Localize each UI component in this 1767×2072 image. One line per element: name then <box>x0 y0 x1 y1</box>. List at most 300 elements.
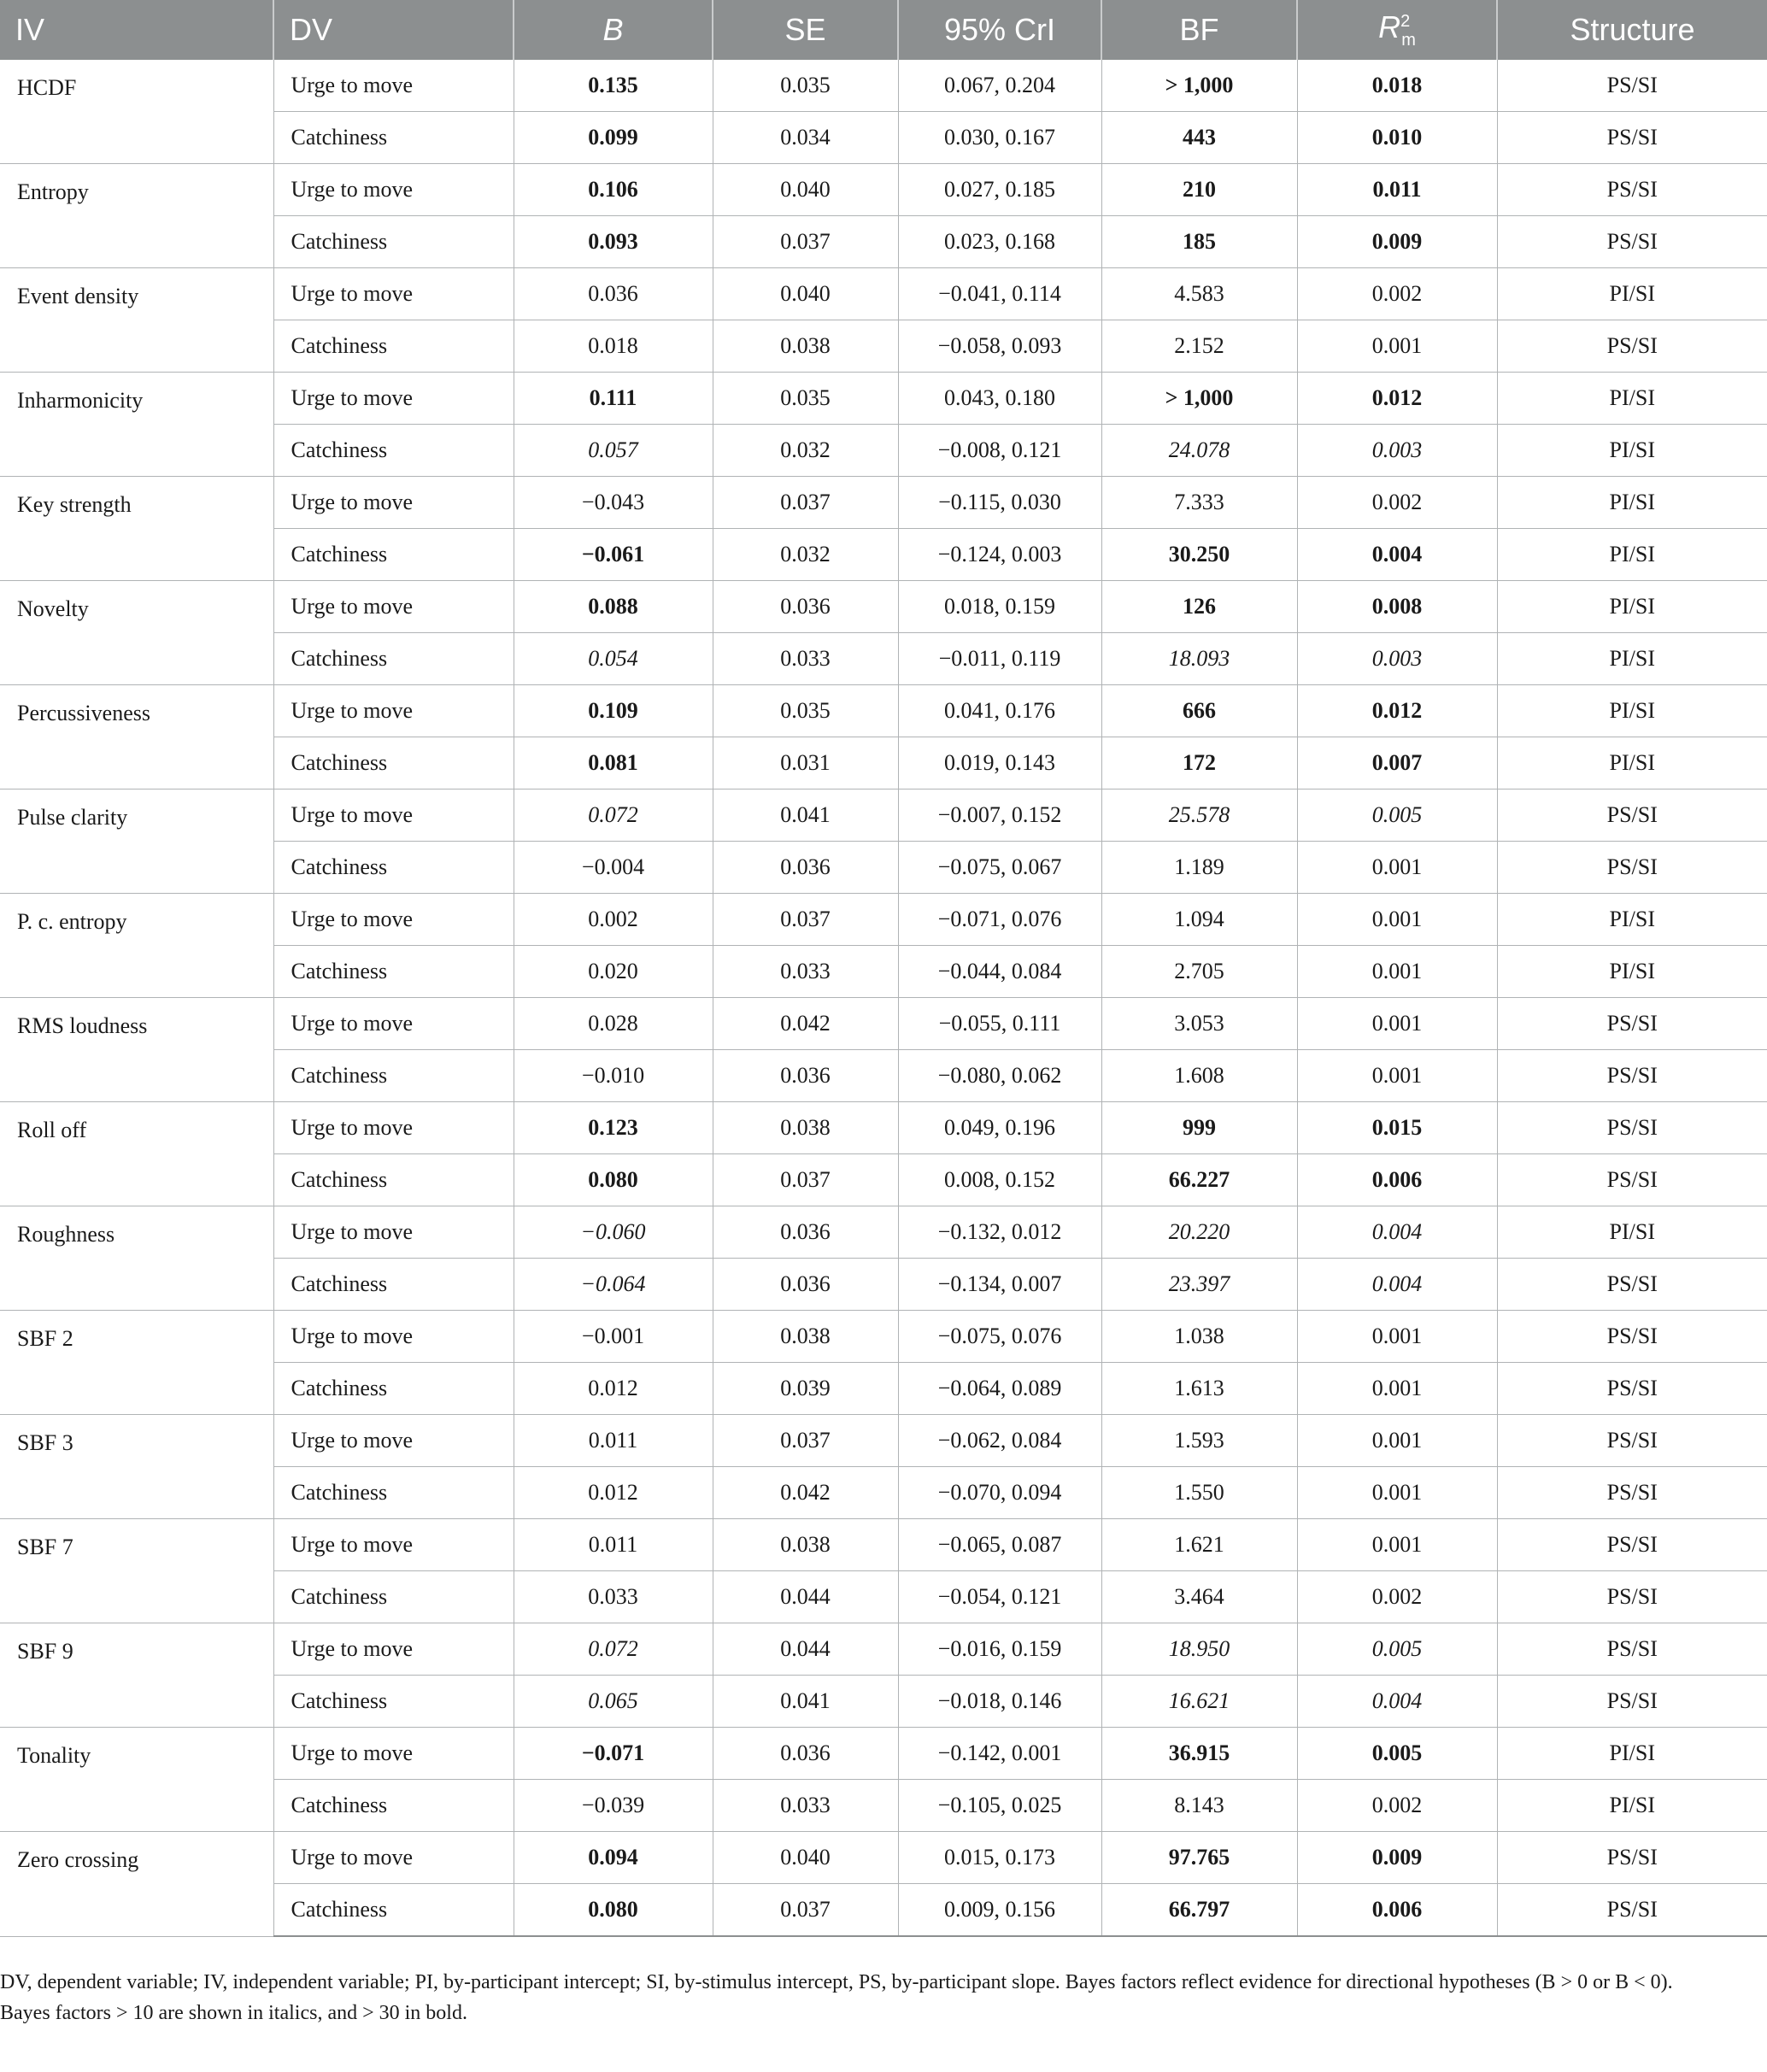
cell-bf: 1.608 <box>1101 1050 1297 1102</box>
cell-iv: Roughness <box>0 1206 273 1311</box>
cell-r2: 0.009 <box>1297 216 1497 268</box>
cell-r2: 0.002 <box>1297 1571 1497 1623</box>
cell-b: 0.094 <box>514 1832 713 1884</box>
cell-r2: 0.001 <box>1297 1311 1497 1363</box>
cell-se: 0.035 <box>713 685 898 737</box>
cell-dv: Catchiness <box>273 946 514 998</box>
cell-structure: PS/SI <box>1497 112 1767 164</box>
header-structure: Structure <box>1497 0 1767 60</box>
cell-bf: 210 <box>1101 164 1297 216</box>
cell-cri: −0.065, 0.087 <box>898 1519 1101 1571</box>
cell-se: 0.037 <box>713 1884 898 1937</box>
cell-cri: −0.041, 0.114 <box>898 268 1101 320</box>
cell-b: −0.039 <box>514 1780 713 1832</box>
cell-b: 0.111 <box>514 373 713 425</box>
cell-cri: −0.008, 0.121 <box>898 425 1101 477</box>
cell-bf: 18.950 <box>1101 1623 1297 1676</box>
cell-iv: SBF 3 <box>0 1415 273 1519</box>
cell-iv: Event density <box>0 268 273 373</box>
table-row <box>0 1415 1767 1467</box>
cell-cri: 0.018, 0.159 <box>898 581 1101 633</box>
cell-cri: −0.011, 0.119 <box>898 633 1101 685</box>
cell-dv: Catchiness <box>273 1676 514 1728</box>
cell-se: 0.041 <box>713 1676 898 1728</box>
table-row <box>0 685 1767 737</box>
cell-b: −0.001 <box>514 1311 713 1363</box>
cell-dv: Urge to move <box>273 373 514 425</box>
cell-se: 0.044 <box>713 1571 898 1623</box>
cell-cri: 0.023, 0.168 <box>898 216 1101 268</box>
cell-cri: −0.018, 0.146 <box>898 1676 1101 1728</box>
cell-r2: 0.001 <box>1297 1363 1497 1415</box>
cell-dv: Urge to move <box>273 1102 514 1154</box>
cell-bf: 18.093 <box>1101 633 1297 685</box>
cell-se: 0.037 <box>713 477 898 529</box>
cell-cri: −0.115, 0.030 <box>898 477 1101 529</box>
cell-dv: Catchiness <box>273 1259 514 1311</box>
cell-b: −0.071 <box>514 1728 713 1780</box>
cell-b: −0.004 <box>514 842 713 894</box>
cell-se: 0.036 <box>713 1206 898 1259</box>
cell-cri: −0.062, 0.084 <box>898 1415 1101 1467</box>
cell-cri: 0.009, 0.156 <box>898 1884 1101 1937</box>
cell-b: 0.080 <box>514 1884 713 1937</box>
cell-structure: PS/SI <box>1497 842 1767 894</box>
cell-iv: RMS loudness <box>0 998 273 1102</box>
cell-cri: −0.058, 0.093 <box>898 320 1101 373</box>
cell-structure: PS/SI <box>1497 60 1767 112</box>
cell-structure: PS/SI <box>1497 1676 1767 1728</box>
cell-se: 0.038 <box>713 1102 898 1154</box>
cell-b: −0.064 <box>514 1259 713 1311</box>
cell-r2: 0.005 <box>1297 1623 1497 1676</box>
cell-bf: 1.038 <box>1101 1311 1297 1363</box>
cell-cri: −0.080, 0.062 <box>898 1050 1101 1102</box>
cell-dv: Urge to move <box>273 685 514 737</box>
cell-iv: Percussiveness <box>0 685 273 789</box>
cell-se: 0.038 <box>713 1311 898 1363</box>
cell-bf: 172 <box>1101 737 1297 789</box>
cell-b: 0.109 <box>514 685 713 737</box>
cell-structure: PI/SI <box>1497 633 1767 685</box>
cell-bf: 3.053 <box>1101 998 1297 1050</box>
cell-se: 0.039 <box>713 1363 898 1415</box>
cell-iv: SBF 2 <box>0 1311 273 1415</box>
cell-bf: 1.189 <box>1101 842 1297 894</box>
cell-r2: 0.002 <box>1297 477 1497 529</box>
cell-dv: Urge to move <box>273 894 514 946</box>
cell-se: 0.031 <box>713 737 898 789</box>
cell-dv: Urge to move <box>273 1832 514 1884</box>
table-row <box>0 894 1767 946</box>
cell-bf: 24.078 <box>1101 425 1297 477</box>
cell-se: 0.036 <box>713 1728 898 1780</box>
cell-se: 0.040 <box>713 1832 898 1884</box>
cell-bf: 30.250 <box>1101 529 1297 581</box>
cell-structure: PS/SI <box>1497 789 1767 842</box>
cell-structure: PI/SI <box>1497 581 1767 633</box>
cell-cri: 0.015, 0.173 <box>898 1832 1101 1884</box>
cell-dv: Catchiness <box>273 529 514 581</box>
cell-se: 0.044 <box>713 1623 898 1676</box>
cell-cri: −0.075, 0.076 <box>898 1311 1101 1363</box>
cell-bf: 999 <box>1101 1102 1297 1154</box>
cell-r2: 0.005 <box>1297 1728 1497 1780</box>
cell-b: 0.135 <box>514 60 713 112</box>
cell-r2: 0.007 <box>1297 737 1497 789</box>
cell-se: 0.036 <box>713 1259 898 1311</box>
cell-cri: −0.071, 0.076 <box>898 894 1101 946</box>
cell-se: 0.032 <box>713 425 898 477</box>
cell-r2: 0.001 <box>1297 1050 1497 1102</box>
cell-dv: Catchiness <box>273 1050 514 1102</box>
table-row <box>0 1206 1767 1259</box>
cell-r2: 0.004 <box>1297 1206 1497 1259</box>
cell-iv: HCDF <box>0 60 273 164</box>
cell-r2: 0.011 <box>1297 164 1497 216</box>
cell-iv: Zero crossing <box>0 1832 273 1937</box>
cell-bf: 8.143 <box>1101 1780 1297 1832</box>
cell-r2: 0.001 <box>1297 1415 1497 1467</box>
cell-dv: Urge to move <box>273 268 514 320</box>
header-row <box>0 0 1767 60</box>
cell-cri: −0.134, 0.007 <box>898 1259 1101 1311</box>
cell-bf: 1.613 <box>1101 1363 1297 1415</box>
cell-r2: 0.001 <box>1297 1519 1497 1571</box>
cell-se: 0.038 <box>713 1519 898 1571</box>
cell-bf: 3.464 <box>1101 1571 1297 1623</box>
cell-b: 0.036 <box>514 268 713 320</box>
cell-structure: PS/SI <box>1497 164 1767 216</box>
table-notes <box>0 1967 1760 2028</box>
cell-structure: PS/SI <box>1497 1467 1767 1519</box>
cell-structure: PS/SI <box>1497 1415 1767 1467</box>
table-row <box>0 1102 1767 1154</box>
note-bayes-formatting: Bayes factors > 10 are shown in italics, and > 30 in bold. <box>0 2002 467 2024</box>
cell-bf: 1.593 <box>1101 1415 1297 1467</box>
cell-se: 0.040 <box>713 164 898 216</box>
cell-dv: Urge to move <box>273 789 514 842</box>
cell-r2: 0.001 <box>1297 998 1497 1050</box>
cell-r2: 0.015 <box>1297 1102 1497 1154</box>
cell-se: 0.036 <box>713 1050 898 1102</box>
cell-structure: PI/SI <box>1497 1206 1767 1259</box>
table-row <box>0 998 1767 1050</box>
cell-structure: PI/SI <box>1497 685 1767 737</box>
header-dv: DV <box>273 0 514 60</box>
cell-cri: 0.043, 0.180 <box>898 373 1101 425</box>
cell-b: 0.072 <box>514 789 713 842</box>
cell-r2: 0.002 <box>1297 1780 1497 1832</box>
header-b-label: B <box>602 12 624 47</box>
cell-b: 0.011 <box>514 1519 713 1571</box>
cell-b: 0.057 <box>514 425 713 477</box>
cell-bf: 443 <box>1101 112 1297 164</box>
cell-dv: Urge to move <box>273 1623 514 1676</box>
cell-b: 0.018 <box>514 320 713 373</box>
cell-r2: 0.006 <box>1297 1884 1497 1937</box>
cell-cri: 0.041, 0.176 <box>898 685 1101 737</box>
cell-dv: Catchiness <box>273 216 514 268</box>
cell-dv: Catchiness <box>273 1780 514 1832</box>
cell-b: 0.081 <box>514 737 713 789</box>
cell-structure: PS/SI <box>1497 1050 1767 1102</box>
table-row <box>0 581 1767 633</box>
cell-iv: SBF 9 <box>0 1623 273 1728</box>
cell-bf: 666 <box>1101 685 1297 737</box>
cell-r2: 0.001 <box>1297 842 1497 894</box>
cell-se: 0.037 <box>713 1154 898 1206</box>
cell-bf: > 1,000 <box>1101 373 1297 425</box>
cell-b: −0.060 <box>514 1206 713 1259</box>
table-row <box>0 373 1767 425</box>
cell-cri: −0.055, 0.111 <box>898 998 1101 1050</box>
cell-b: −0.043 <box>514 477 713 529</box>
cell-cri: −0.070, 0.094 <box>898 1467 1101 1519</box>
cell-bf: 66.797 <box>1101 1884 1297 1937</box>
cell-cri: 0.008, 0.152 <box>898 1154 1101 1206</box>
cell-structure: PS/SI <box>1497 1571 1767 1623</box>
cell-dv: Urge to move <box>273 1728 514 1780</box>
cell-dv: Urge to move <box>273 1519 514 1571</box>
cell-se: 0.036 <box>713 842 898 894</box>
cell-bf: 20.220 <box>1101 1206 1297 1259</box>
header-iv: IV <box>0 0 273 60</box>
cell-structure: PS/SI <box>1497 1623 1767 1676</box>
cell-b: 0.093 <box>514 216 713 268</box>
cell-iv: Pulse clarity <box>0 789 273 894</box>
cell-r2: 0.001 <box>1297 1467 1497 1519</box>
cell-bf: 7.333 <box>1101 477 1297 529</box>
cell-structure: PS/SI <box>1497 1154 1767 1206</box>
cell-b: 0.002 <box>514 894 713 946</box>
cell-structure: PS/SI <box>1497 1311 1767 1363</box>
cell-iv: Tonality <box>0 1728 273 1832</box>
cell-bf: 66.227 <box>1101 1154 1297 1206</box>
cell-dv: Urge to move <box>273 581 514 633</box>
cell-structure: PI/SI <box>1497 1728 1767 1780</box>
cell-b: 0.088 <box>514 581 713 633</box>
cell-cri: 0.027, 0.185 <box>898 164 1101 216</box>
table-row <box>0 268 1767 320</box>
cell-cri: −0.142, 0.001 <box>898 1728 1101 1780</box>
cell-dv: Catchiness <box>273 320 514 373</box>
cell-dv: Urge to move <box>273 60 514 112</box>
cell-r2: 0.005 <box>1297 789 1497 842</box>
cell-cri: −0.105, 0.025 <box>898 1780 1101 1832</box>
cell-dv: Catchiness <box>273 1363 514 1415</box>
cell-iv: Roll off <box>0 1102 273 1206</box>
cell-cri: −0.044, 0.084 <box>898 946 1101 998</box>
header-se: SE <box>713 0 898 60</box>
cell-cri: 0.030, 0.167 <box>898 112 1101 164</box>
cell-se: 0.035 <box>713 60 898 112</box>
cell-dv: Urge to move <box>273 1415 514 1467</box>
table-row <box>0 1832 1767 1884</box>
cell-bf: 2.705 <box>1101 946 1297 998</box>
cell-se: 0.042 <box>713 1467 898 1519</box>
cell-dv: Catchiness <box>273 1467 514 1519</box>
cell-r2: 0.003 <box>1297 425 1497 477</box>
cell-structure: PS/SI <box>1497 998 1767 1050</box>
cell-structure: PI/SI <box>1497 268 1767 320</box>
cell-bf: 23.397 <box>1101 1259 1297 1311</box>
cell-b: 0.072 <box>514 1623 713 1676</box>
cell-b: 0.054 <box>514 633 713 685</box>
cell-r2: 0.004 <box>1297 1676 1497 1728</box>
cell-bf: 1.621 <box>1101 1519 1297 1571</box>
cell-iv: Entropy <box>0 164 273 268</box>
cell-structure: PS/SI <box>1497 1102 1767 1154</box>
cell-se: 0.032 <box>713 529 898 581</box>
header-cri: 95% CrI <box>898 0 1101 60</box>
cell-r2: 0.012 <box>1297 373 1497 425</box>
cell-r2: 0.002 <box>1297 268 1497 320</box>
cell-se: 0.033 <box>713 1780 898 1832</box>
header-r2-sup: 2 <box>1400 12 1411 32</box>
cell-structure: PS/SI <box>1497 1884 1767 1937</box>
cell-r2: 0.012 <box>1297 685 1497 737</box>
cell-cri: −0.075, 0.067 <box>898 842 1101 894</box>
table-row <box>0 1623 1767 1676</box>
cell-dv: Urge to move <box>273 477 514 529</box>
cell-structure: PI/SI <box>1497 1780 1767 1832</box>
cell-dv: Catchiness <box>273 737 514 789</box>
cell-se: 0.037 <box>713 894 898 946</box>
cell-structure: PI/SI <box>1497 737 1767 789</box>
table-row <box>0 477 1767 529</box>
cell-bf: 97.765 <box>1101 1832 1297 1884</box>
cell-b: 0.080 <box>514 1154 713 1206</box>
cell-dv: Urge to move <box>273 164 514 216</box>
cell-dv: Catchiness <box>273 633 514 685</box>
table-row <box>0 1519 1767 1571</box>
cell-b: 0.099 <box>514 112 713 164</box>
cell-b: 0.012 <box>514 1467 713 1519</box>
cell-r2: 0.001 <box>1297 894 1497 946</box>
cell-r2: 0.009 <box>1297 1832 1497 1884</box>
cell-bf: 2.152 <box>1101 320 1297 373</box>
cell-r2: 0.001 <box>1297 946 1497 998</box>
cell-bf: 185 <box>1101 216 1297 268</box>
cell-r2: 0.008 <box>1297 581 1497 633</box>
cell-cri: −0.016, 0.159 <box>898 1623 1101 1676</box>
cell-b: 0.012 <box>514 1363 713 1415</box>
cell-b: 0.123 <box>514 1102 713 1154</box>
cell-bf: 1.094 <box>1101 894 1297 946</box>
cell-b: 0.065 <box>514 1676 713 1728</box>
cell-cri: −0.007, 0.152 <box>898 789 1101 842</box>
cell-r2: 0.004 <box>1297 529 1497 581</box>
cell-structure: PI/SI <box>1497 946 1767 998</box>
cell-se: 0.042 <box>713 998 898 1050</box>
cell-bf: 25.578 <box>1101 789 1297 842</box>
table-body <box>0 60 1767 1936</box>
cell-iv: P. c. entropy <box>0 894 273 998</box>
cell-structure: PS/SI <box>1497 320 1767 373</box>
header-b <box>514 0 713 60</box>
cell-r2: 0.001 <box>1297 320 1497 373</box>
cell-cri: 0.049, 0.196 <box>898 1102 1101 1154</box>
cell-dv: Catchiness <box>273 1571 514 1623</box>
cell-b: −0.061 <box>514 529 713 581</box>
cell-b: 0.033 <box>514 1571 713 1623</box>
cell-bf: 36.915 <box>1101 1728 1297 1780</box>
cell-se: 0.037 <box>713 216 898 268</box>
cell-b: 0.106 <box>514 164 713 216</box>
cell-cri: −0.124, 0.003 <box>898 529 1101 581</box>
cell-bf: 1.550 <box>1101 1467 1297 1519</box>
cell-structure: PS/SI <box>1497 1832 1767 1884</box>
cell-bf: 16.621 <box>1101 1676 1297 1728</box>
cell-dv: Catchiness <box>273 1154 514 1206</box>
cell-structure: PI/SI <box>1497 477 1767 529</box>
cell-bf: 4.583 <box>1101 268 1297 320</box>
cell-bf: 126 <box>1101 581 1297 633</box>
cell-r2: 0.004 <box>1297 1259 1497 1311</box>
cell-se: 0.033 <box>713 633 898 685</box>
cell-structure: PS/SI <box>1497 1519 1767 1571</box>
cell-dv: Urge to move <box>273 998 514 1050</box>
table-row <box>0 60 1767 112</box>
cell-structure: PI/SI <box>1497 425 1767 477</box>
cell-r2: 0.003 <box>1297 633 1497 685</box>
cell-dv: Urge to move <box>273 1311 514 1363</box>
cell-se: 0.034 <box>713 112 898 164</box>
cell-structure: PS/SI <box>1497 1259 1767 1311</box>
cell-se: 0.033 <box>713 946 898 998</box>
cell-structure: PI/SI <box>1497 894 1767 946</box>
cell-cri: −0.132, 0.012 <box>898 1206 1101 1259</box>
header-r2-base: R <box>1378 9 1401 45</box>
cell-structure: PS/SI <box>1497 1363 1767 1415</box>
cell-se: 0.035 <box>713 373 898 425</box>
table-row <box>0 164 1767 216</box>
header-r2-sub: m <box>1401 30 1416 50</box>
cell-r2: 0.006 <box>1297 1154 1497 1206</box>
header-r2m <box>1297 0 1497 60</box>
cell-cri: −0.064, 0.089 <box>898 1363 1101 1415</box>
cell-iv: SBF 7 <box>0 1519 273 1623</box>
table-row <box>0 1728 1767 1780</box>
cell-se: 0.036 <box>713 581 898 633</box>
cell-b: 0.011 <box>514 1415 713 1467</box>
cell-structure: PI/SI <box>1497 529 1767 581</box>
cell-iv: Inharmonicity <box>0 373 273 477</box>
cell-dv: Catchiness <box>273 112 514 164</box>
cell-structure: PS/SI <box>1497 216 1767 268</box>
cell-cri: 0.019, 0.143 <box>898 737 1101 789</box>
cell-b: −0.010 <box>514 1050 713 1102</box>
cell-structure: PI/SI <box>1497 373 1767 425</box>
cell-se: 0.041 <box>713 789 898 842</box>
note-abbreviations: DV, dependent variable; IV, independent variable; PI, by-participant intercept; SI, by-stimulus intercept, PS, by-participant slope. Bayes factors reflect evidence for directional hypotheses (B > 0 or B < 0). <box>0 1971 1673 1993</box>
cell-dv: Catchiness <box>273 1884 514 1937</box>
cell-r2: 0.018 <box>1297 60 1497 112</box>
cell-dv: Catchiness <box>273 842 514 894</box>
table-header <box>0 0 1767 60</box>
cell-se: 0.040 <box>713 268 898 320</box>
table-row <box>0 789 1767 842</box>
cell-cri: −0.054, 0.121 <box>898 1571 1101 1623</box>
table-row <box>0 1311 1767 1363</box>
cell-r2: 0.010 <box>1297 112 1497 164</box>
cell-b: 0.020 <box>514 946 713 998</box>
cell-se: 0.038 <box>713 320 898 373</box>
cell-dv: Catchiness <box>273 425 514 477</box>
cell-iv: Novelty <box>0 581 273 685</box>
cell-iv: Key strength <box>0 477 273 581</box>
